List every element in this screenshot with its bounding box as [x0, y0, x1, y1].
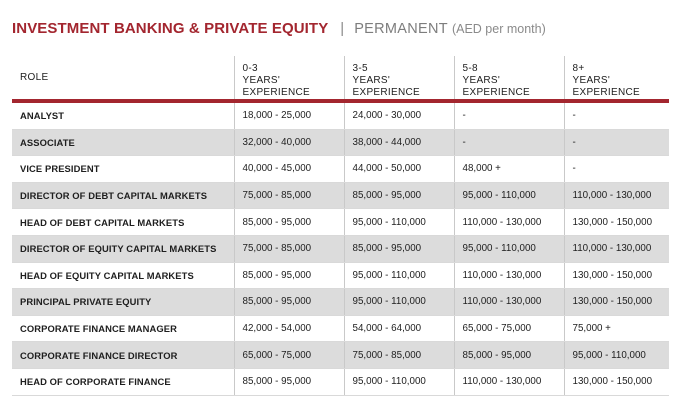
salary-cell-8-plus: 130,000 - 150,000 — [564, 262, 669, 289]
salary-cell-3-5: 85,000 - 95,000 — [344, 182, 454, 209]
salary-cell-8-plus: - — [564, 156, 669, 183]
salary-cell-3-5: 95,000 - 110,000 — [344, 289, 454, 316]
salary-cell-0-3: 32,000 - 40,000 — [234, 129, 344, 156]
salary-cell-5-8: 48,000 + — [454, 156, 564, 183]
salary-cell-8-plus: 130,000 - 150,000 — [564, 289, 669, 316]
column-header-0-3 — [234, 56, 344, 101]
role-cell: DIRECTOR OF EQUITY CAPITAL MARKETS — [12, 235, 234, 262]
salary-cell-8-plus: 110,000 - 130,000 — [564, 182, 669, 209]
table-row — [12, 209, 669, 236]
role-cell: HEAD OF EQUITY CAPITAL MARKETS — [12, 262, 234, 289]
table-row — [12, 101, 669, 129]
salary-cell-8-plus: 75,000 + — [564, 315, 669, 342]
salary-cell-0-3: 40,000 - 45,000 — [234, 156, 344, 183]
salary-cell-0-3: 75,000 - 85,000 — [234, 235, 344, 262]
salary-cell-0-3: 85,000 - 95,000 — [234, 262, 344, 289]
salary-cell-5-8: 110,000 - 130,000 — [454, 209, 564, 236]
salary-table-body — [12, 101, 669, 395]
column-header-label: YEARS' EXPERIENCE — [462, 75, 530, 98]
salary-cell-3-5: 24,000 - 30,000 — [344, 101, 454, 129]
role-cell: ANALYST — [12, 101, 234, 129]
table-row — [12, 129, 669, 156]
salary-cell-3-5: 95,000 - 110,000 — [344, 262, 454, 289]
page-title: INVESTMENT BANKING & PRIVATE EQUITY — [12, 20, 329, 37]
salary-cell-3-5: 95,000 - 110,000 — [344, 209, 454, 236]
salary-cell-0-3: 85,000 - 95,000 — [234, 209, 344, 236]
header-row — [12, 56, 669, 101]
role-cell: VICE PRESIDENT — [12, 156, 234, 183]
salary-table — [12, 56, 669, 396]
salary-cell-5-8: - — [454, 101, 564, 129]
salary-cell-0-3: 75,000 - 85,000 — [234, 182, 344, 209]
salary-cell-8-plus: 130,000 - 150,000 — [564, 209, 669, 236]
role-cell: CORPORATE FINANCE MANAGER — [12, 315, 234, 342]
table-row — [12, 156, 669, 183]
salary-cell-8-plus: - — [564, 129, 669, 156]
role-cell: DIRECTOR OF DEBT CAPITAL MARKETS — [12, 182, 234, 209]
salary-cell-5-8: 65,000 - 75,000 — [454, 315, 564, 342]
contract-type-label: PERMANENT — [354, 21, 448, 37]
column-header-years: 3-5 — [352, 63, 368, 74]
salary-cell-8-plus: 130,000 - 150,000 — [564, 368, 669, 395]
salary-cell-3-5: 38,000 - 44,000 — [344, 129, 454, 156]
table-row — [12, 342, 669, 369]
column-header-label: ROLE — [20, 71, 49, 83]
role-cell: ASSOCIATE — [12, 129, 234, 156]
salary-cell-3-5: 75,000 - 85,000 — [344, 342, 454, 369]
role-cell: PRINCIPAL PRIVATE EQUITY — [12, 289, 234, 316]
salary-cell-5-8: 85,000 - 95,000 — [454, 342, 564, 369]
table-row — [12, 289, 669, 316]
salary-cell-0-3: 18,000 - 25,000 — [234, 101, 344, 129]
salary-cell-5-8: 95,000 - 110,000 — [454, 182, 564, 209]
column-header-role — [12, 56, 234, 101]
salary-cell-5-8: - — [454, 129, 564, 156]
table-row — [12, 368, 669, 395]
table-row — [12, 315, 669, 342]
salary-cell-0-3: 85,000 - 95,000 — [234, 368, 344, 395]
column-header-label: YEARS' EXPERIENCE — [352, 75, 420, 98]
role-cell: CORPORATE FINANCE DIRECTOR — [12, 342, 234, 369]
role-cell: HEAD OF DEBT CAPITAL MARKETS — [12, 209, 234, 236]
role-cell: HEAD OF CORPORATE FINANCE — [12, 368, 234, 395]
table-row — [12, 262, 669, 289]
salary-cell-3-5: 95,000 - 110,000 — [344, 368, 454, 395]
salary-cell-8-plus: 95,000 - 110,000 — [564, 342, 669, 369]
salary-cell-0-3: 65,000 - 75,000 — [234, 342, 344, 369]
salary-cell-5-8: 95,000 - 110,000 — [454, 235, 564, 262]
column-header-years: 5-8 — [462, 63, 478, 74]
salary-cell-0-3: 85,000 - 95,000 — [234, 289, 344, 316]
salary-cell-3-5: 44,000 - 50,000 — [344, 156, 454, 183]
salary-cell-8-plus: - — [564, 101, 669, 129]
title-separator: | — [340, 20, 345, 37]
salary-cell-5-8: 110,000 - 130,000 — [454, 289, 564, 316]
salary-cell-3-5: 85,000 - 95,000 — [344, 235, 454, 262]
salary-cell-0-3: 42,000 - 54,000 — [234, 315, 344, 342]
page-header — [12, 20, 546, 42]
column-header-8-plus — [564, 56, 669, 101]
salary-table-header — [12, 56, 669, 101]
salary-cell-5-8: 110,000 - 130,000 — [454, 262, 564, 289]
column-header-label: YEARS' EXPERIENCE — [242, 75, 310, 98]
column-header-years: 8+ — [572, 63, 585, 74]
column-header-3-5 — [344, 56, 454, 101]
salary-cell-5-8: 110,000 - 130,000 — [454, 368, 564, 395]
table-row — [12, 235, 669, 262]
salary-cell-8-plus: 110,000 - 130,000 — [564, 235, 669, 262]
table-row — [12, 182, 669, 209]
currency-unit-label: (AED per month) — [451, 22, 546, 36]
column-header-5-8 — [454, 56, 564, 101]
column-header-label: YEARS' EXPERIENCE — [572, 75, 640, 98]
salary-cell-3-5: 54,000 - 64,000 — [344, 315, 454, 342]
column-header-years: 0-3 — [242, 63, 258, 74]
